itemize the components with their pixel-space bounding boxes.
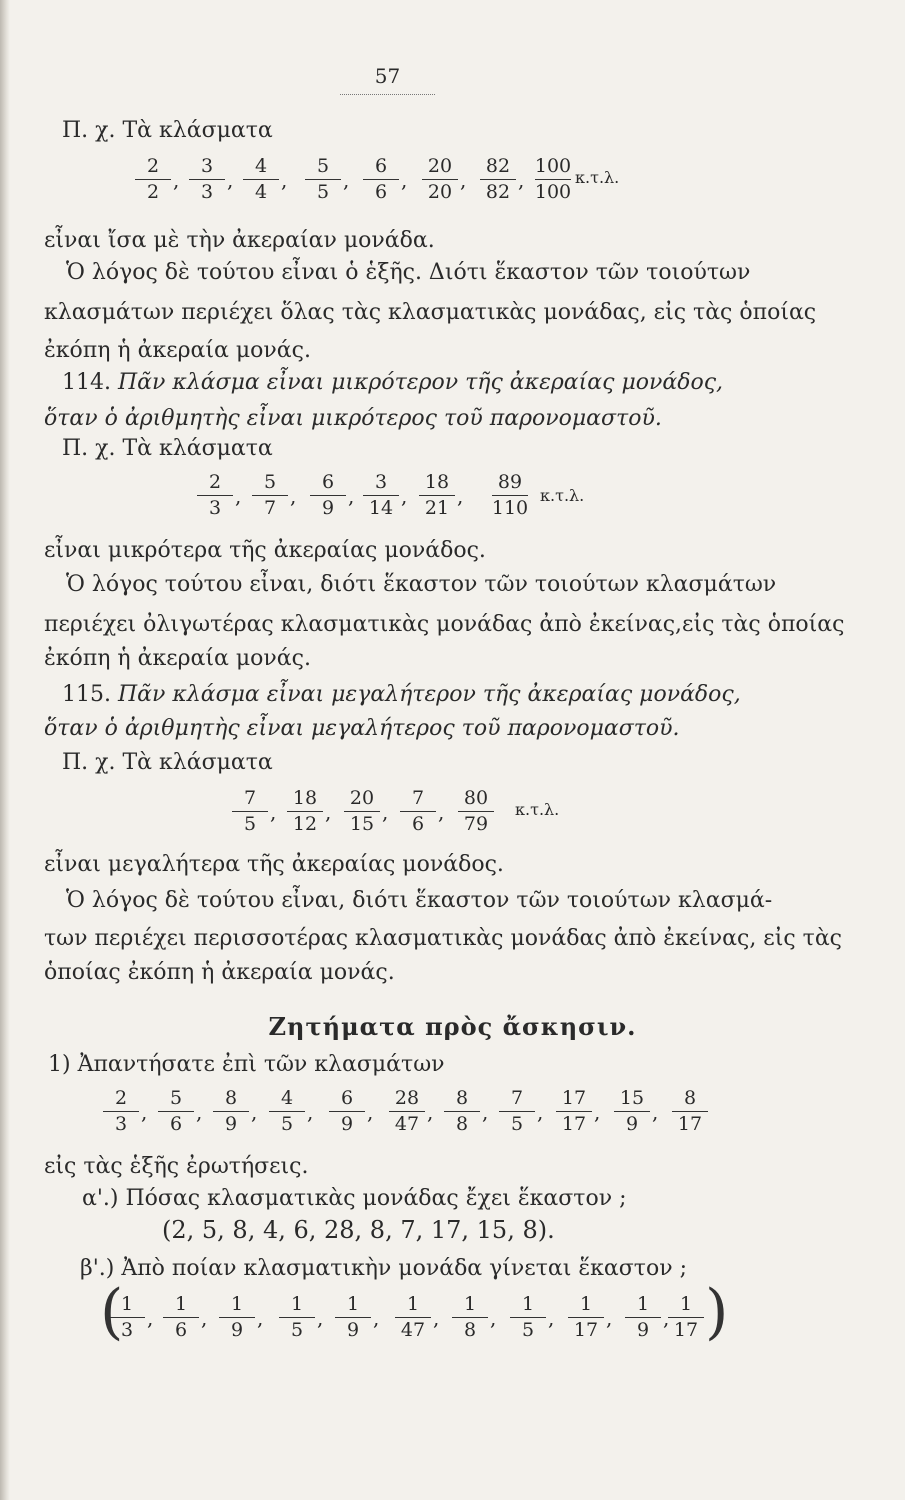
numerator: 1 bbox=[230, 1293, 244, 1315]
denominator: 7 bbox=[263, 497, 277, 519]
denominator: 2 bbox=[146, 181, 160, 203]
example-2-fraction-4 bbox=[359, 470, 403, 520]
numerator: 2 bbox=[114, 1087, 128, 1109]
numerator: 20 bbox=[427, 155, 453, 177]
rule-114-number: 114. bbox=[62, 370, 111, 395]
numerator: 7 bbox=[510, 1087, 524, 1109]
numerator: 1 bbox=[463, 1293, 477, 1315]
numerator: 2 bbox=[146, 155, 160, 177]
question-b-fraction-2 bbox=[159, 1292, 203, 1342]
denominator: 8 bbox=[463, 1319, 477, 1341]
numerator: 4 bbox=[280, 1087, 294, 1109]
denominator: 14 bbox=[368, 497, 394, 519]
denominator: 5 bbox=[316, 181, 330, 203]
question-b-fraction-1 bbox=[105, 1292, 149, 1342]
question-b-fraction-8 bbox=[506, 1292, 550, 1342]
example-3-fraction-5 bbox=[454, 786, 498, 836]
comma-separator: , bbox=[606, 1306, 613, 1330]
comma-separator: , bbox=[438, 800, 445, 824]
denominator: 5 bbox=[510, 1113, 524, 1135]
denominator: 9 bbox=[636, 1319, 650, 1341]
denominator: 6 bbox=[374, 181, 388, 203]
denominator: 15 bbox=[349, 813, 375, 835]
example-2-fraction-2 bbox=[248, 470, 292, 520]
denominator: 9 bbox=[346, 1319, 360, 1341]
comma-separator: , bbox=[427, 1100, 434, 1124]
numerator: 5 bbox=[263, 471, 277, 493]
left-parenthesis: ( bbox=[100, 1277, 124, 1347]
comma-separator: , bbox=[317, 1306, 324, 1330]
numerator: 6 bbox=[321, 471, 335, 493]
numerator: 5 bbox=[316, 155, 330, 177]
reason-2-line-1: Ὁ λόγος τούτου εἶναι, διότι ἕκαστον τῶν τοιούτων κλασμάτων bbox=[66, 572, 777, 597]
numerator: 6 bbox=[374, 155, 388, 177]
comma-separator: , bbox=[401, 484, 408, 508]
example-3-fraction-1 bbox=[228, 786, 272, 836]
right-parenthesis: ) bbox=[705, 1277, 729, 1347]
rule-115-line-2: ὅταν ὁ ἀριθμητὴς εἶναι μεγαλήτερος τοῦ παρονομαστοῦ. bbox=[44, 716, 680, 741]
example-2-fraction-3 bbox=[306, 470, 350, 520]
comma-separator: , bbox=[518, 168, 525, 192]
numerator: 8 bbox=[455, 1087, 469, 1109]
denominator: 6 bbox=[411, 813, 425, 835]
example-1-fraction-2 bbox=[185, 154, 229, 204]
example-3-fraction-4 bbox=[396, 786, 440, 836]
denominator: 82 bbox=[485, 181, 511, 203]
denominator: 21 bbox=[424, 497, 450, 519]
comma-separator: , bbox=[490, 1306, 497, 1330]
numerator: 15 bbox=[619, 1087, 645, 1109]
numerator: 1 bbox=[346, 1293, 360, 1315]
numerator: 1 bbox=[636, 1293, 650, 1315]
numerator: 4 bbox=[254, 155, 268, 177]
reason-3-line-1: Ὁ λόγος δὲ τούτου εἶναι, διότι ἕκαστον τῶν τοιούτων κλασμά- bbox=[66, 888, 773, 913]
question-b-fraction-10 bbox=[621, 1292, 665, 1342]
example-1-outro: εἶναι ἴσα μὲ τὴν ἀκεραίαν μονάδα. bbox=[44, 228, 435, 253]
comma-separator: , bbox=[173, 168, 180, 192]
denominator: 9 bbox=[625, 1113, 639, 1135]
example-2-etc: κ.τ.λ. bbox=[540, 486, 585, 505]
numerator: 3 bbox=[200, 155, 214, 177]
numerator: 18 bbox=[424, 471, 450, 493]
example-3-etc: κ.τ.λ. bbox=[515, 800, 560, 819]
question-b-fraction-4 bbox=[275, 1292, 319, 1342]
rule-114 bbox=[62, 368, 723, 398]
exercise-1-fraction-4 bbox=[265, 1086, 309, 1136]
question-a: α'.) Πόσας κλασματικὰς μονάδας ἔχει ἕκαστον ; bbox=[82, 1186, 627, 1211]
numerator: 1 bbox=[290, 1293, 304, 1315]
comma-separator: , bbox=[382, 800, 389, 824]
example-1-fraction-5 bbox=[359, 154, 403, 204]
denominator: 17 bbox=[561, 1113, 587, 1135]
reason-1-line-3: ἐκόπη ἡ ἀκεραία μονάς. bbox=[44, 338, 311, 363]
rule-115-line-1: Πᾶν κλάσμα εἶναι μεγαλήτερον τῆς ἀκεραίας μονάδος, bbox=[117, 682, 741, 707]
exercise-1-intro: 1) Ἀπαντήσατε ἐπὶ τῶν κλασμάτων bbox=[48, 1052, 445, 1077]
example-3-intro: Π. χ. Τὰ κλάσματα bbox=[62, 750, 273, 775]
denominator: 8 bbox=[455, 1113, 469, 1135]
denominator: 6 bbox=[169, 1113, 183, 1135]
denominator: 9 bbox=[321, 497, 335, 519]
comma-separator: , bbox=[460, 168, 467, 192]
exercise-1-fraction-2 bbox=[154, 1086, 198, 1136]
numerator: 18 bbox=[292, 787, 318, 809]
numerator: 7 bbox=[411, 787, 425, 809]
comma-separator: , bbox=[147, 1306, 154, 1330]
exercise-1-fraction-11 bbox=[668, 1086, 712, 1136]
example-2-fraction-6 bbox=[488, 470, 532, 520]
numerator: 1 bbox=[579, 1293, 593, 1315]
numerator: 8 bbox=[224, 1087, 238, 1109]
example-3-fraction-2 bbox=[283, 786, 327, 836]
comma-separator: , bbox=[307, 1100, 314, 1124]
denominator: 5 bbox=[243, 813, 257, 835]
numerator: 100 bbox=[534, 155, 572, 177]
exercise-1-outro: εἰς τὰς ἑξῆς ἐρωτήσεις. bbox=[44, 1154, 309, 1179]
comma-separator: , bbox=[433, 1306, 440, 1330]
numerator: 89 bbox=[497, 471, 523, 493]
rule-114-line-2: ὅταν ὁ ἀριθμητὴς εἶναι μικρότερος τοῦ παρονομαστοῦ. bbox=[44, 406, 662, 431]
comma-separator: , bbox=[343, 168, 350, 192]
comma-separator: , bbox=[652, 1100, 659, 1124]
denominator: 110 bbox=[491, 497, 529, 519]
comma-separator: , bbox=[227, 168, 234, 192]
numerator: 1 bbox=[521, 1293, 535, 1315]
question-b-fraction-9 bbox=[564, 1292, 608, 1342]
page-spine-shadow bbox=[0, 0, 10, 1500]
exercise-1-fraction-9 bbox=[552, 1086, 596, 1136]
comma-separator: , bbox=[457, 484, 464, 508]
comma-separator: , bbox=[548, 1306, 555, 1330]
numerator: 1 bbox=[679, 1293, 693, 1315]
rule-115-number: 115. bbox=[62, 682, 111, 707]
example-1-fraction-8 bbox=[531, 154, 575, 204]
comma-separator: , bbox=[235, 484, 242, 508]
exercise-1-fraction-6 bbox=[385, 1086, 429, 1136]
denominator: 20 bbox=[427, 181, 453, 203]
numerator: 82 bbox=[485, 155, 511, 177]
comma-separator: , bbox=[537, 1100, 544, 1124]
example-2-fraction-5 bbox=[415, 470, 459, 520]
numerator: 2 bbox=[208, 471, 222, 493]
denominator: 6 bbox=[174, 1319, 188, 1341]
exercise-1-fraction-1 bbox=[99, 1086, 143, 1136]
numerator: 8 bbox=[683, 1087, 697, 1109]
numerator: 3 bbox=[374, 471, 388, 493]
comma-separator: , bbox=[401, 168, 408, 192]
comma-separator: , bbox=[325, 800, 332, 824]
comma-separator: , bbox=[257, 1306, 264, 1330]
question-b-fraction-7 bbox=[448, 1292, 492, 1342]
exercise-1-fraction-5 bbox=[325, 1086, 369, 1136]
example-2-fraction-1 bbox=[193, 470, 237, 520]
exercise-1-fraction-8 bbox=[495, 1086, 539, 1136]
example-3-outro: εἶναι μεγαλήτερα τῆς ἀκεραίας μονάδος. bbox=[44, 852, 504, 877]
rule-114-line-1: Πᾶν κλάσμα εἶναι μικρότερον τῆς ἀκεραίας μονάδος, bbox=[117, 370, 724, 395]
comma-separator: , bbox=[348, 484, 355, 508]
reason-1-line-1: Ὁ λόγος δὲ τούτου εἶναι ὁ ἑξῆς. Διότι ἕκαστον τῶν τοιούτων bbox=[66, 260, 751, 285]
comma-separator: , bbox=[663, 1306, 670, 1330]
numerator: 5 bbox=[169, 1087, 183, 1109]
example-2-intro: Π. χ. Τὰ κλάσματα bbox=[62, 436, 273, 461]
denominator: 5 bbox=[290, 1319, 304, 1341]
denominator: 17 bbox=[673, 1319, 699, 1341]
example-1-fraction-1 bbox=[131, 154, 175, 204]
denominator: 4 bbox=[254, 181, 268, 203]
denominator: 5 bbox=[280, 1113, 294, 1135]
denominator: 9 bbox=[340, 1113, 354, 1135]
numerator: 20 bbox=[349, 787, 375, 809]
comma-separator: , bbox=[281, 168, 288, 192]
comma-separator: , bbox=[270, 800, 277, 824]
reason-3-line-3: ὁποίας ἐκόπη ἡ ἀκεραία μονάς. bbox=[44, 960, 395, 985]
denominator: 17 bbox=[573, 1319, 599, 1341]
reason-2-line-2: περιέχει ὀλιγωτέρας κλασματικὰς μονάδας ἀπὸ ἐκείνας,εἰς τὰς ὁποίας bbox=[44, 612, 845, 637]
numerator: 1 bbox=[174, 1293, 188, 1315]
example-1-fraction-6 bbox=[418, 154, 462, 204]
numerator: 7 bbox=[243, 787, 257, 809]
example-1-etc: κ.τ.λ. bbox=[575, 168, 620, 187]
denominator: 3 bbox=[114, 1113, 128, 1135]
numerator: 1 bbox=[120, 1293, 134, 1315]
question-b: β'.) Ἀπὸ ποίαν κλασματικὴν μονάδα γίνεται ἕκαστον ; bbox=[80, 1256, 687, 1281]
reason-1-line-2: κλασμάτων περιέχει ὅλας τὰς κλασματικὰς μονάδας, εἰς τὰς ὁποίας bbox=[44, 300, 817, 325]
denominator: 12 bbox=[292, 813, 318, 835]
example-1-fraction-4 bbox=[301, 154, 345, 204]
denominator: 17 bbox=[677, 1113, 703, 1135]
comma-separator: , bbox=[141, 1100, 148, 1124]
exercise-1-fraction-7 bbox=[440, 1086, 484, 1136]
numerator: 17 bbox=[561, 1087, 587, 1109]
question-b-fraction-3 bbox=[215, 1292, 259, 1342]
comma-separator: , bbox=[594, 1100, 601, 1124]
comma-separator: , bbox=[373, 1306, 380, 1330]
denominator: 47 bbox=[394, 1113, 420, 1135]
example-3-fraction-3 bbox=[340, 786, 384, 836]
question-b-fraction-6 bbox=[391, 1292, 435, 1342]
comma-separator: , bbox=[290, 484, 297, 508]
exercises-heading: Ζητήματα πρὸς ἄσκησιν. bbox=[268, 1012, 637, 1041]
exercise-1-fraction-10 bbox=[610, 1086, 654, 1136]
example-1-intro: Π. χ. Τὰ κλάσματα bbox=[62, 118, 273, 143]
example-2-outro: εἶναι μικρότερα τῆς ἀκεραίας μονάδος. bbox=[44, 538, 486, 563]
denominator: 100 bbox=[534, 181, 572, 203]
denominator: 79 bbox=[463, 813, 489, 835]
example-1-fraction-7 bbox=[476, 154, 520, 204]
denominator: 3 bbox=[200, 181, 214, 203]
numerator: 1 bbox=[406, 1293, 420, 1315]
numerator: 6 bbox=[340, 1087, 354, 1109]
comma-separator: , bbox=[482, 1100, 489, 1124]
comma-separator: , bbox=[251, 1100, 258, 1124]
denominator: 3 bbox=[120, 1319, 134, 1341]
question-a-answer: (2, 5, 8, 4, 6, 28, 8, 7, 17, 15, 8). bbox=[162, 1216, 555, 1244]
exercise-1-fraction-3 bbox=[209, 1086, 253, 1136]
reason-2-line-3: ἐκόπη ἡ ἀκεραία μονάς. bbox=[44, 646, 311, 671]
denominator: 9 bbox=[224, 1113, 238, 1135]
numerator: 28 bbox=[394, 1087, 420, 1109]
rule-115 bbox=[62, 680, 741, 710]
comma-separator: , bbox=[196, 1100, 203, 1124]
denominator: 47 bbox=[400, 1319, 426, 1341]
question-b-fraction-11 bbox=[664, 1292, 708, 1342]
denominator: 5 bbox=[521, 1319, 535, 1341]
reason-3-line-2: των περιέχει περισσοτέρας κλασματικὰς μονάδας ἀπὸ ἐκείνας, εἰς τὰς bbox=[44, 926, 842, 951]
question-b-fraction-5 bbox=[331, 1292, 375, 1342]
comma-separator: , bbox=[201, 1306, 208, 1330]
denominator: 3 bbox=[208, 497, 222, 519]
comma-separator: , bbox=[367, 1100, 374, 1124]
page-number: 57 bbox=[340, 64, 435, 95]
numerator: 80 bbox=[463, 787, 489, 809]
denominator: 9 bbox=[230, 1319, 244, 1341]
example-1-fraction-3 bbox=[239, 154, 283, 204]
